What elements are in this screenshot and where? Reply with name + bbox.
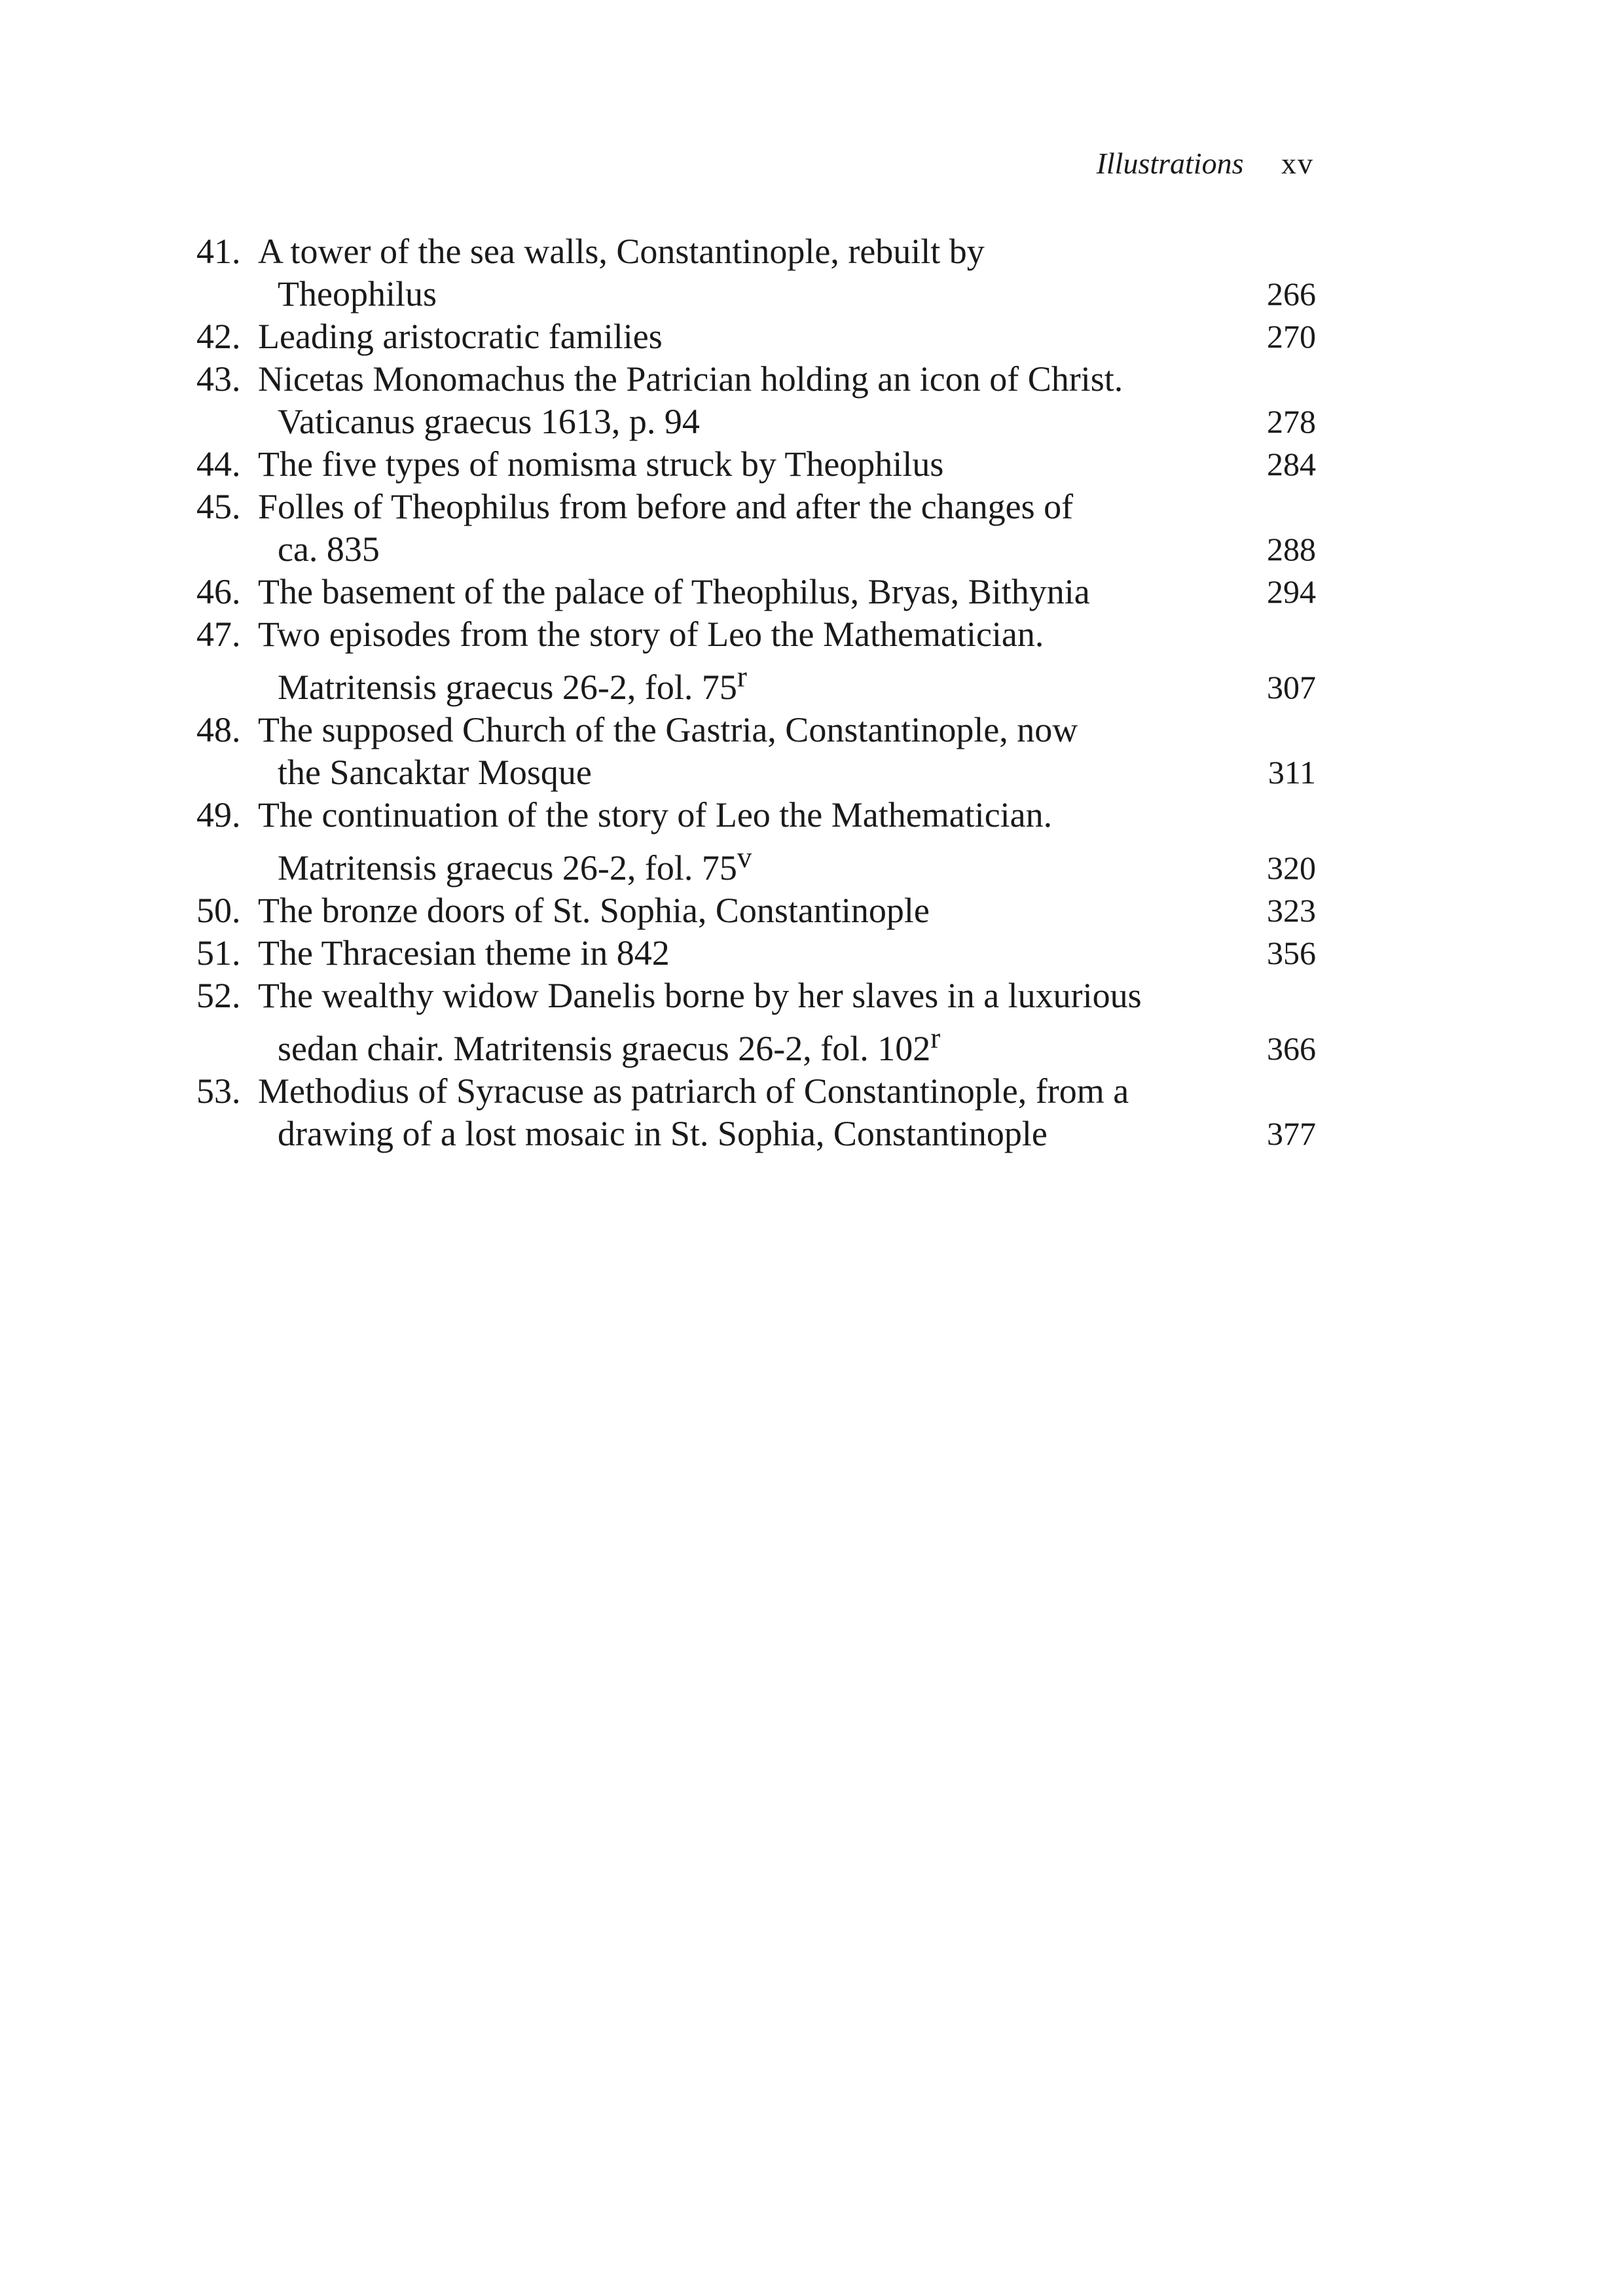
illustration-entry (196, 613, 1316, 709)
entry-page-number: 307 (1267, 669, 1316, 706)
entry-number: 48. (196, 710, 241, 749)
entry-number: 47. (196, 615, 241, 654)
entry-page-number: 284 (1267, 446, 1316, 482)
illustration-entry (196, 1070, 1316, 1155)
illustration-entry (196, 358, 1316, 443)
illustration-entry (196, 794, 1316, 889)
entry-caption-line: Folles of Theophilus from before and after the changes of (258, 487, 1074, 526)
entry-page-number: 323 (1267, 892, 1316, 929)
entry-page-number: 266 (1267, 276, 1316, 312)
running-head-title: Illustrations (1096, 147, 1244, 180)
illustration-entry (196, 315, 1316, 358)
entry-caption-line: The supposed Church of the Gastria, Constantinople, now (258, 710, 1078, 749)
illustration-entry (196, 975, 1316, 1070)
entry-number: 46. (196, 572, 241, 611)
entry-caption-line: The wealthy widow Danelis borne by her slaves in a luxurious (258, 976, 1142, 1015)
illustration-entry (196, 443, 1316, 486)
entry-caption-line: The Thracesian theme in 842 (258, 933, 670, 973)
entry-caption-line: the Sancaktar Mosque (278, 753, 592, 792)
entry-number: 49. (196, 795, 241, 834)
entry-caption-text: sedan chair. Matritensis graecus 26-2, fol. 102 (278, 1029, 931, 1068)
folio-side-marker: r (930, 1022, 941, 1054)
entry-caption-line: Nicetas Monomachus the Patrician holding an icon of Christ. (258, 359, 1123, 399)
entry-number: 42. (196, 317, 241, 356)
entry-caption-line: drawing of a lost mosaic in St. Sophia, Constantinople (278, 1114, 1048, 1153)
entry-number: 52. (196, 976, 241, 1015)
entry-number: 51. (196, 933, 241, 973)
entry-caption-line: The bronze doors of St. Sophia, Constantinople (258, 891, 930, 930)
entry-number: 44. (196, 444, 241, 484)
entry-caption-line: The five types of nomisma struck by Theophilus (258, 444, 944, 484)
entry-number: 43. (196, 359, 241, 399)
page-folio: xv (1281, 147, 1314, 180)
entry-page-number: 320 (1267, 850, 1316, 886)
entry-page-number: 311 (1267, 754, 1316, 791)
entry-number: 50. (196, 891, 241, 930)
entry-caption-line: Two episodes from the story of Leo the Mathematician. (258, 615, 1044, 654)
entry-caption-line: Theophilus (278, 274, 437, 314)
entry-caption-line: Vaticanus graecus 1613, p. 94 (278, 402, 700, 441)
entry-caption-line: ca. 835 (278, 529, 380, 569)
illustration-entry (196, 486, 1316, 571)
entry-caption-text: Matritensis graecus 26-2, fol. 75 (278, 668, 737, 707)
folio-side-marker: v (737, 841, 752, 874)
entry-caption-line (258, 656, 1224, 709)
entry-caption-text: Matritensis graecus 26-2, fol. 75 (278, 848, 737, 888)
entry-caption-line: The basement of the palace of Theophilus, Bryas, Bithynia (258, 572, 1090, 611)
entry-page-number: 278 (1267, 403, 1316, 440)
entry-page-number: 288 (1267, 531, 1316, 567)
entry-caption-line: Methodius of Syracuse as patriarch of Constantinople, from a (258, 1071, 1129, 1111)
folio-side-marker: r (737, 660, 747, 693)
entry-caption-line (258, 1017, 1224, 1070)
entry-number: 41. (196, 232, 241, 271)
entry-page-number: 294 (1267, 573, 1316, 610)
entry-caption-line: The continuation of the story of Leo the Mathematician. (258, 795, 1053, 834)
entry-number: 45. (196, 487, 241, 526)
entry-caption-line: A tower of the sea walls, Constantinople, rebuilt by (258, 232, 985, 271)
entry-number: 53. (196, 1071, 241, 1111)
entry-page-number: 366 (1267, 1030, 1316, 1067)
illustration-entry (196, 571, 1316, 613)
illustration-entry (196, 932, 1316, 975)
illustration-list (196, 230, 1316, 1155)
illustration-entry (196, 889, 1316, 932)
entry-page-number: 377 (1267, 1115, 1316, 1152)
illustration-entry (196, 230, 1316, 315)
entry-page-number: 356 (1267, 935, 1316, 971)
illustration-entry (196, 709, 1316, 794)
entry-page-number: 270 (1267, 318, 1316, 355)
entry-caption-line: Leading aristocratic families (258, 317, 663, 356)
entry-caption-line (258, 836, 1224, 889)
running-head (1097, 145, 1314, 182)
